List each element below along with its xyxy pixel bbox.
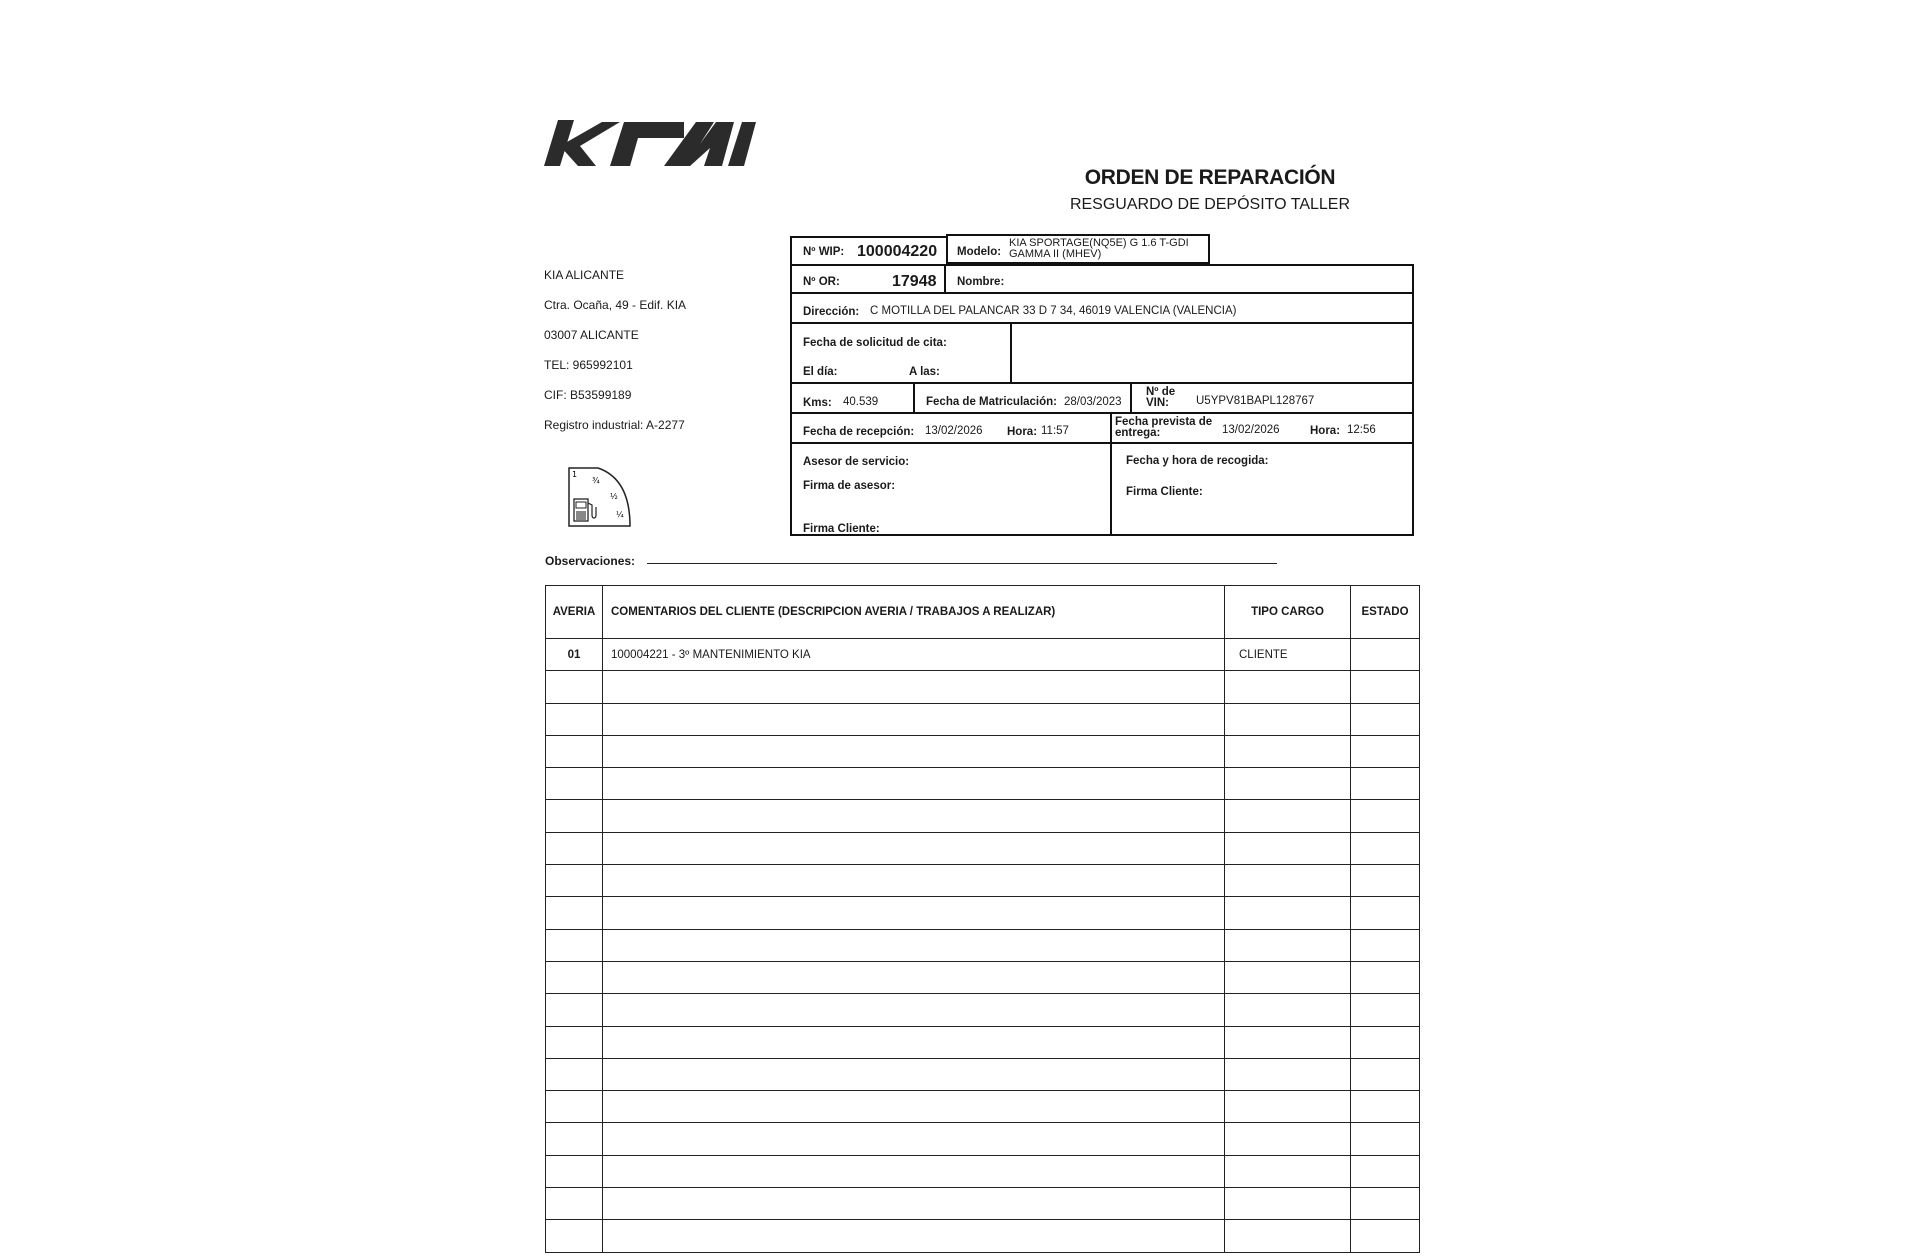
comment-cell [603, 1123, 1225, 1155]
status-cell [1351, 1026, 1420, 1058]
table-row [546, 1155, 1420, 1187]
fuel-mark-full: 1 [572, 470, 578, 479]
averia-cell [546, 929, 603, 961]
reception-hour-value: 11:57 [1041, 425, 1069, 437]
status-cell [1351, 994, 1420, 1026]
table-row [546, 1220, 1420, 1252]
charge-type-cell [1225, 800, 1351, 832]
vin-label-line-2: VIN: [1146, 397, 1169, 409]
charge-type-cell [1225, 1123, 1351, 1155]
charge-type-cell [1225, 1091, 1351, 1123]
averia-cell [546, 768, 603, 800]
status-cell [1351, 671, 1420, 703]
comment-cell [603, 832, 1225, 864]
model-value [1009, 238, 1189, 260]
wip-label: Nº WIP: [803, 246, 845, 258]
charge-type-cell [1225, 897, 1351, 929]
registration-date-label: Fecha de Matriculación: [926, 396, 1058, 408]
delivery-date-label [1115, 417, 1212, 439]
status-cell [1351, 800, 1420, 832]
model-label: Modelo: [957, 246, 1002, 258]
averia-cell [546, 1058, 603, 1090]
comment-cell [603, 735, 1225, 767]
fuel-gauge-icon [568, 467, 632, 527]
company-postal: 03007 ALICANTE [544, 328, 639, 342]
status-cell [1351, 865, 1420, 897]
document-title: ORDEN DE REPARACIÓN [1084, 166, 1336, 189]
delivery-date-value: 13/02/2026 [1222, 424, 1280, 436]
comment-cell [603, 994, 1225, 1026]
or-label: Nº OR: [803, 276, 840, 288]
or-value: 17948 [892, 273, 937, 290]
observations-label: Observaciones: [545, 554, 636, 568]
table-row [546, 768, 1420, 800]
status-cell [1351, 768, 1420, 800]
status-cell [1351, 832, 1420, 864]
averia-cell [546, 994, 603, 1026]
charge-type-cell [1225, 994, 1351, 1026]
comment-cell [603, 929, 1225, 961]
charge-type-cell: CLIENTE [1225, 639, 1351, 671]
comment-cell [603, 897, 1225, 929]
averia-cell [546, 1026, 603, 1058]
charge-type-cell [1225, 671, 1351, 703]
table-row [546, 961, 1420, 993]
vin-value: U5YPV81BAPL128767 [1196, 395, 1315, 407]
table-row [546, 1123, 1420, 1155]
service-advisor-label: Asesor de servicio: [803, 456, 910, 468]
averia-cell [546, 1123, 603, 1155]
appointment-label: Fecha de solicitud de cita: [803, 337, 947, 349]
table-row [546, 800, 1420, 832]
table-row [546, 994, 1420, 1026]
status-cell [1351, 961, 1420, 993]
comment-cell [603, 1155, 1225, 1187]
company-registry: Registro industrial: A-2277 [544, 418, 685, 432]
observations-line [647, 563, 1277, 564]
fuel-mark-three-quarter: ¾ [592, 476, 600, 485]
comment-cell [603, 1220, 1225, 1252]
header-tipo-cargo: TIPO CARGO [1225, 586, 1351, 639]
status-cell [1351, 639, 1420, 671]
averia-cell [546, 1188, 603, 1220]
status-cell [1351, 1155, 1420, 1187]
charge-type-cell [1225, 735, 1351, 767]
table-header-row [546, 586, 1420, 639]
averia-cell [546, 897, 603, 929]
averia-cell [546, 735, 603, 767]
averia-cell [546, 671, 603, 703]
table-row [546, 897, 1420, 929]
status-cell [1351, 1188, 1420, 1220]
kms-label: Kms: [803, 397, 832, 409]
charge-type-cell [1225, 768, 1351, 800]
charge-type-cell [1225, 1220, 1351, 1252]
comment-cell [603, 671, 1225, 703]
kms-value: 40.539 [843, 396, 879, 408]
table-row [546, 735, 1420, 767]
table-row [546, 703, 1420, 735]
charge-type-cell [1225, 832, 1351, 864]
header-estado: ESTADO [1351, 586, 1420, 639]
fuel-mark-quarter: ¼ [616, 510, 624, 519]
averia-cell: 01 [546, 639, 603, 671]
reception-date-value: 13/02/2026 [925, 425, 983, 437]
averia-cell [546, 832, 603, 864]
table-row [546, 865, 1420, 897]
appointment-time-label: A las: [909, 366, 940, 378]
comment-cell [603, 768, 1225, 800]
table-row [546, 832, 1420, 864]
reception-date-label: Fecha de recepción: [803, 426, 915, 438]
vin-label [1146, 387, 1175, 409]
company-tel: TEL: 965992101 [544, 358, 633, 372]
comment-cell [603, 1058, 1225, 1090]
comment-cell [603, 961, 1225, 993]
kia-logo [544, 118, 756, 174]
delivery-hour-value: 12:56 [1347, 424, 1376, 436]
name-label: Nombre: [957, 276, 1005, 288]
table-row [546, 929, 1420, 961]
table-row [546, 1026, 1420, 1058]
table-row [546, 1058, 1420, 1090]
status-cell [1351, 1058, 1420, 1090]
client-signature-label: Firma Cliente: [803, 523, 880, 535]
averia-cell [546, 865, 603, 897]
appointment-day-label: El día: [803, 366, 838, 378]
address-value: C MOTILLA DEL PALANCAR 33 D 7 34, 46019 VALENCIA (VALENCIA) [870, 305, 1237, 317]
address-label: Dirección: [803, 306, 860, 318]
table-row [546, 639, 1420, 671]
header-averia: AVERIA [546, 586, 603, 639]
averia-cell [546, 800, 603, 832]
comment-cell [603, 1091, 1225, 1123]
delivery-date-label-line-2: entrega: [1115, 427, 1161, 439]
comment-cell [603, 865, 1225, 897]
charge-type-cell [1225, 865, 1351, 897]
delivery-date-label-line-1: Fecha prevista de [1115, 416, 1213, 428]
fuel-mark-half: ½ [610, 492, 618, 501]
pickup-client-signature-label: Firma Cliente: [1126, 486, 1203, 498]
charge-type-cell [1225, 1155, 1351, 1187]
status-cell [1351, 735, 1420, 767]
vin-label-line-1: Nº de [1146, 386, 1176, 398]
delivery-hour-label: Hora: [1310, 425, 1341, 437]
table-row [546, 671, 1420, 703]
averia-cell [546, 961, 603, 993]
comment-cell: 100004221 - 3º MANTENIMIENTO KIA [603, 639, 1225, 671]
reception-hour-label: Hora: [1007, 426, 1038, 438]
company-name: KIA ALICANTE [544, 268, 625, 282]
charge-type-cell [1225, 1058, 1351, 1090]
model-value-line-2: GAMMA II (MHEV) [1009, 248, 1102, 260]
status-cell [1351, 1091, 1420, 1123]
table-body [546, 639, 1420, 1253]
charge-type-cell [1225, 1188, 1351, 1220]
averia-cell [546, 1220, 603, 1252]
status-cell [1351, 1123, 1420, 1155]
document-subtitle: RESGUARDO DE DEPÓSITO TALLER [1069, 196, 1351, 213]
pickup-datetime-label: Fecha y hora de recogida: [1126, 455, 1269, 467]
comment-cell [603, 1026, 1225, 1058]
charge-type-cell [1225, 1026, 1351, 1058]
company-address: Ctra. Ocaña, 49 - Edif. KIA [544, 298, 687, 312]
repair-items-table [545, 585, 1420, 1253]
model-value-line-1: KIA SPORTAGE(NQ5E) G 1.6 T-GDI [1009, 237, 1189, 249]
status-cell [1351, 703, 1420, 735]
table-row [546, 1091, 1420, 1123]
averia-cell [546, 1091, 603, 1123]
wip-value: 100004220 [857, 243, 938, 260]
comment-cell [603, 703, 1225, 735]
comment-cell [603, 800, 1225, 832]
status-cell [1351, 897, 1420, 929]
charge-type-cell [1225, 961, 1351, 993]
advisor-signature-label: Firma de asesor: [803, 480, 896, 492]
header-comentarios: COMENTARIOS DEL CLIENTE (DESCRIPCION AVERIA / TRABAJOS A REALIZAR) [603, 586, 1225, 639]
company-cif: CIF: B53599189 [544, 388, 632, 402]
averia-cell [546, 1155, 603, 1187]
table-row [546, 1188, 1420, 1220]
comment-cell [603, 1188, 1225, 1220]
averia-cell [546, 703, 603, 735]
status-cell [1351, 1220, 1420, 1252]
status-cell [1351, 929, 1420, 961]
charge-type-cell [1225, 929, 1351, 961]
registration-date-value: 28/03/2023 [1064, 396, 1122, 408]
charge-type-cell [1225, 703, 1351, 735]
